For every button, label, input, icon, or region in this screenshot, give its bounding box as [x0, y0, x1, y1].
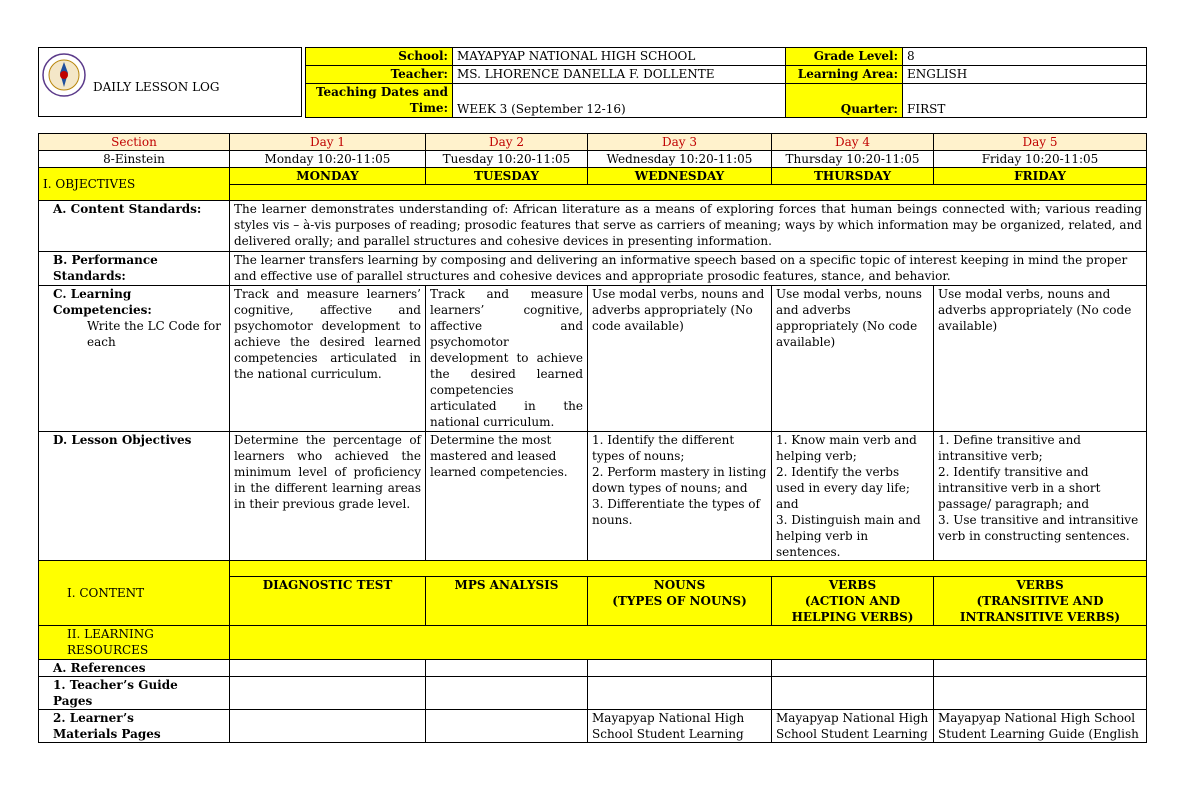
references-label: A. References — [39, 660, 230, 677]
header-info-table — [305, 47, 1147, 118]
learners-materials-label: 2. Learner’s Materials Pages — [39, 710, 230, 743]
lm-cell: Mayapyap National High School Student Learning Guide (English — [934, 710, 1147, 743]
grade-value: 8 — [903, 48, 1147, 66]
teacher-value: MS. LHORENCE DANELLA F. DOLLENTE — [453, 66, 786, 84]
day-header: Day 2 — [426, 134, 588, 151]
empty-cell — [772, 660, 934, 677]
empty-cell — [426, 660, 588, 677]
weekday-header: MONDAY — [230, 168, 426, 185]
section-value: 8-Einstein — [39, 151, 230, 168]
dates-label: Teaching Dates and Time: — [306, 84, 453, 118]
performance-standards-label: B. Performance Standards: — [39, 252, 230, 286]
deped-seal-icon — [42, 53, 86, 97]
teacher-label: Teacher: — [306, 66, 453, 84]
weekday-header: TUESDAY — [426, 168, 588, 185]
competency-cell: Track and measure learners’ cognitive, affective and psychomotor development to achieve the desired learned competencies articulated in the national curriculum. — [230, 286, 426, 432]
section-label: Section — [39, 134, 230, 151]
empty-cell — [426, 677, 588, 710]
time-row — [39, 151, 1147, 168]
competency-cell: Use modal verbs, nouns and adverbs appropriately (No code available) — [772, 286, 934, 432]
teachers-guide-label: 1. Teacher’s Guide Pages — [39, 677, 230, 710]
competency-cell: Use modal verbs, nouns and adverbs appropriately (No code available) — [934, 286, 1147, 432]
quarter-value: FIRST — [903, 84, 1147, 118]
time-cell: Wednesday 10:20-11:05 — [588, 151, 772, 168]
content-cell: DIAGNOSTIC TEST — [230, 577, 426, 626]
lesson-objective-cell: 1. Define transitive and intransitive verb; 2. Identify transitive and intransitive verb in a short passage/ paragraph; and 3. Use transitive and intransitive verb in constructing sentences. — [934, 432, 1147, 561]
empty-cell — [772, 677, 934, 710]
school-label: School: — [306, 48, 453, 66]
empty-cell — [230, 660, 426, 677]
weekday-header: FRIDAY — [934, 168, 1147, 185]
content-cell: VERBS (TRANSITIVE AND INTRANSITIVE VERBS) — [934, 577, 1147, 626]
page-title: DAILY LESSON LOG — [93, 80, 220, 94]
lesson-objectives-label: D. Lesson Objectives — [39, 432, 230, 561]
content-cell: NOUNS (TYPES OF NOUNS) — [588, 577, 772, 626]
day-header: Day 5 — [934, 134, 1147, 151]
competencies-label: C. Learning Competencies: — [53, 287, 152, 317]
day-header: Day 1 — [230, 134, 426, 151]
resources-heading: II. LEARNING RESOURCES — [39, 626, 230, 660]
lm-cell: Mayapyap National High School Student Learning — [588, 710, 772, 743]
school-value: MAYAPYAP NATIONAL HIGH SCHOOL — [453, 48, 786, 66]
quarter-label: Quarter: — [786, 84, 903, 118]
lesson-objective-cell: 1. Identify the different types of nouns; 2. Perform mastery in listing down types of nouns; and 3. Differentiate the types of nouns. — [588, 432, 772, 561]
time-cell: Thursday 10:20-11:05 — [772, 151, 934, 168]
area-label: Learning Area: — [786, 66, 903, 84]
time-cell: Friday 10:20-11:05 — [934, 151, 1147, 168]
competencies-label-cell — [39, 286, 230, 432]
objectives-heading: I. OBJECTIVES — [39, 168, 230, 201]
competencies-sub: Write the LC Code for each — [87, 319, 221, 349]
lesson-log-table — [38, 133, 1147, 743]
lesson-objective-cell: Determine the most mastered and leased learned competencies. — [426, 432, 588, 561]
empty-cell — [230, 677, 426, 710]
empty-cell — [588, 677, 772, 710]
lesson-objective-cell: Determine the percentage of learners who achieved the minimum level of proficiency in the different learning areas in their previous grade level. — [230, 432, 426, 561]
content-cell: MPS ANALYSIS — [426, 577, 588, 626]
weekday-header: THURSDAY — [772, 168, 934, 185]
lesson-objective-cell: 1. Know main verb and helping verb; 2. Identify the verbs used in every day life; and 3. Distinguish main and helping verb in sentences. — [772, 432, 934, 561]
empty-cell — [934, 660, 1147, 677]
content-standards-label: A. Content Standards: — [39, 201, 230, 252]
content-standards-text: The learner demonstrates understanding of: African literature as a means of exploring forces that human beings connected with; various reading styles vis – à-vis purposes of reading; prosodic features that serve as carriers of meaning; ways by which information may be organized, related, and delivered orally; and parallel structures and cohesive devices in presenting information. — [230, 201, 1147, 252]
resources-band — [230, 626, 1147, 660]
time-cell: Tuesday 10:20-11:05 — [426, 151, 588, 168]
dates-value: WEEK 3 (September 12-16) — [453, 84, 786, 118]
competency-cell: Use modal verbs, nouns and adverbs appropriately (No code available) — [588, 286, 772, 432]
content-cell: VERBS (ACTION AND HELPING VERBS) — [772, 577, 934, 626]
empty-cell — [934, 677, 1147, 710]
lm-cell — [426, 710, 588, 743]
day-header: Day 4 — [772, 134, 934, 151]
competency-cell: Track and measure learners’ cognitive, affective and psychomotor development to achieve the desired learned competencies articulated in the national curriculum. — [426, 286, 588, 432]
weekday-header: WEDNESDAY — [588, 168, 772, 185]
content-band — [230, 561, 1147, 577]
content-heading: I. CONTENT — [39, 561, 230, 626]
performance-standards-text: The learner transfers learning by composing and delivering an informative speech based on a specific topic of interest keeping in mind the proper and effective use of parallel structures and cohesive devices and appropriate prosodic features, stance, and behavior. — [230, 252, 1147, 286]
section-header-row — [39, 134, 1147, 151]
lm-cell: Mayapyap National High School Student Learning — [772, 710, 934, 743]
grade-label: Grade Level: — [786, 48, 903, 66]
objectives-band — [230, 185, 1147, 201]
area-value: ENGLISH — [903, 66, 1147, 84]
lm-cell — [230, 710, 426, 743]
empty-cell — [588, 660, 772, 677]
day-header: Day 3 — [588, 134, 772, 151]
time-cell: Monday 10:20-11:05 — [230, 151, 426, 168]
